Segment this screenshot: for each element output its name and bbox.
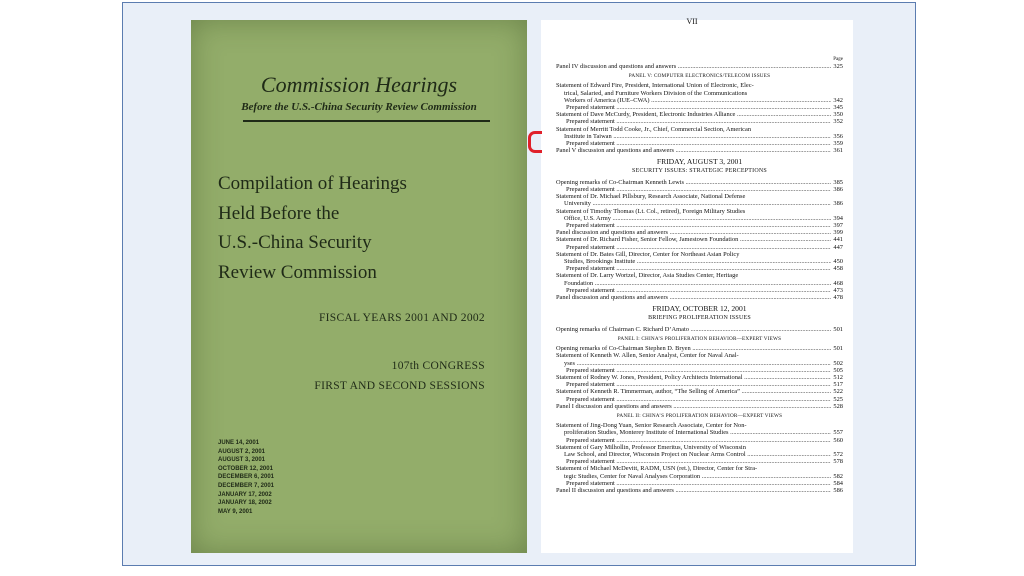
toc-entry: Prepared statement ..... 447 xyxy=(556,244,843,251)
toc-entry: Prepared statement ..... 386 xyxy=(556,186,843,193)
toc-section-heading: BRIEFING PROLIFERATION ISSUES xyxy=(648,314,751,321)
toc-entry: Opening remarks of Chairman C. Richard D’Amato ..... 501 xyxy=(556,326,843,333)
cover-date: AUGUST 3, 2001 xyxy=(218,457,266,464)
toc-entry: Statement of Rodney W. Jones, President, Policy Architects International ..... 512 xyxy=(556,374,843,381)
cover-subtitle: Before the U.S.-China Security Review Commission xyxy=(241,101,477,113)
cover-main-line: Review Commission xyxy=(218,261,377,283)
cover-divider xyxy=(243,120,490,122)
cover-fiscal-years: FISCAL YEARS 2001 AND 2002 xyxy=(318,312,485,324)
toc-entry: Panel V discussion and questions and answers ..... 361 xyxy=(556,147,843,154)
toc-entry: Statement of Timothy Thomas (Lt. Col., retired), Foreign Military Studies xyxy=(556,207,746,215)
cover-date: DECEMBER 6, 2001 xyxy=(218,474,275,481)
toc-entry: tegic Studies, Center for Naval Analyses Corporation ..... 582 xyxy=(556,473,843,480)
toc-entry: Statement of Edward Fire, President, International Union of Electronic, Elec- xyxy=(556,82,754,90)
toc-entry: Prepared statement ..... 359 xyxy=(556,140,843,147)
toc-entry: Prepared statement ..... 397 xyxy=(556,222,843,229)
toc-entry: University ..... 386 xyxy=(556,200,843,207)
cover-hearing-dates xyxy=(218,439,274,516)
toc-entry: proliferation Studies, Monterey Institute of International Studies ..... 557 xyxy=(556,429,843,436)
toc-entry: Panel discussion and questions and answers ..... 399 xyxy=(556,229,843,236)
toc-date-heading: FRIDAY, AUGUST 3, 2001 xyxy=(656,157,743,167)
toc-entry: Law School, and Director, Wisconsin Project on Nuclear Arms Control ..... 572 xyxy=(556,451,843,458)
toc-entry: Opening remarks of Co-Chairman Stephen D. Bryen ..... 501 xyxy=(556,345,843,352)
toc-page-column-header: Page xyxy=(833,57,843,62)
toc-entry: Statement of Dr. Michael Pillsbury, Research Associate, National Defense xyxy=(556,193,746,201)
toc-entry: Prepared statement ..... 517 xyxy=(556,381,843,388)
toc-entries xyxy=(556,51,843,494)
toc-entry: Prepared statement ..... 525 xyxy=(556,396,843,403)
toc-entry: yses ..... 502 xyxy=(556,360,843,367)
toc-entry: Statement of Kenneth R. Timmerman, author, “The Selling of America” ..... 522 xyxy=(556,388,843,395)
cover-date: JANUARY 18, 2002 xyxy=(218,500,272,507)
toc-entry: Office, U.S. Army ..... 394 xyxy=(556,215,843,222)
toc-entry: Panel IV discussion and questions and answers ..... 325 xyxy=(556,63,843,70)
cover-main-line: U.S.-China Security xyxy=(218,232,372,253)
toc-entry: Statement of Jing-Dong Yuan, Senior Research Associate, Center for Non- xyxy=(556,422,747,430)
toc-entry: trical, Salaried, and Furniture Workers Division of the Communications xyxy=(564,89,748,97)
toc-entry: Prepared statement ..... 473 xyxy=(556,287,843,294)
toc-entry: Foundation ..... 468 xyxy=(556,280,843,287)
toc-entry: Prepared statement ..... 578 xyxy=(556,458,843,465)
toc-entry: Panel discussion and questions and answers ..... 478 xyxy=(556,294,843,301)
toc-panel-heading: PANEL I: CHINA’S PROLIFERATION BEHAVIOR—EXPERT VIEWS xyxy=(617,335,782,342)
toc-entry: Statement of Dr. Larry Wortzel, Director, Asia Studies Center, Heritage xyxy=(556,272,739,280)
toc-entry: Prepared statement ..... 584 xyxy=(556,480,843,487)
toc-panel-heading: PANEL II: CHINA’S PROLIFERATION BEHAVIOR—EXPERT VIEWS xyxy=(616,412,783,419)
toc-entry: Statement of Dave McCurdy, President, Electronic Industries Alliance ..... 350 xyxy=(556,111,843,118)
toc-entry: Statement of Kenneth W. Allen, Senior Analyst, Center for Naval Anal- xyxy=(556,352,739,360)
toc-entry-highlighted: Institute in Taiwan ..... 356 xyxy=(556,133,843,140)
book-cover xyxy=(191,20,527,553)
cover-title: Commission Hearings xyxy=(260,72,458,97)
cover-date: JANUARY 17, 2002 xyxy=(218,491,272,498)
toc-entry: Prepared statement ..... 458 xyxy=(556,265,843,272)
toc-entry: Workers of America (IUE–CWA) ..... 342 xyxy=(556,97,843,104)
toc-page xyxy=(541,17,853,553)
toc-entry: Prepared statement ..... 345 xyxy=(556,104,843,111)
cover-date: DECEMBER 7, 2001 xyxy=(218,482,275,489)
toc-entry: Studies, Brookings Institute ..... 450 xyxy=(556,258,843,265)
toc-entry: Prepared statement ..... 560 xyxy=(556,437,843,444)
toc-section-heading: SECURITY ISSUES: STRATEGIC PERCEPTIONS xyxy=(632,167,767,174)
toc-entry: Prepared statement ..... 505 xyxy=(556,367,843,374)
highlight-bracket-mark xyxy=(528,131,542,153)
cover-main-line: Compilation of Hearings xyxy=(218,173,407,194)
toc-entry: Panel II discussion and questions and answers ..... 586 xyxy=(556,487,843,494)
cover-congress-number: 107th CONGRESS xyxy=(391,360,485,372)
toc-page-number: VII xyxy=(686,17,698,26)
toc-entry: Opening remarks of Co-Chairman Kenneth Lewis ..... 385 xyxy=(556,179,843,186)
cover-congress xyxy=(314,356,485,396)
toc-entry: Statement of Dr. Richard Fisher, Senior Fellow, Jamestown Foundation ..... 441 xyxy=(556,236,843,243)
toc-date-heading: FRIDAY, OCTOBER 12, 2001 xyxy=(652,304,747,314)
cover-sessions: FIRST AND SECOND SESSIONS xyxy=(314,380,485,392)
cover-date: JUNE 14, 2001 xyxy=(218,440,260,446)
cover-date: MAY 9, 2001 xyxy=(218,508,253,515)
toc-entry: Statement of Michael McDevitt, RADM, USN (ret.), Director, Center for Stra- xyxy=(556,465,758,473)
cover-date: OCTOBER 12, 2001 xyxy=(218,465,273,472)
toc-entry: Prepared statement ..... 352 xyxy=(556,118,843,125)
cover-main-title xyxy=(218,169,407,287)
toc-entry: Statement of Dr. Bates Gill, Director, Center for Northeast Asian Policy xyxy=(556,250,740,258)
toc-entry: Panel I discussion and questions and answers ..... 528 xyxy=(556,403,843,410)
cover-date: AUGUST 2, 2001 xyxy=(218,448,266,455)
toc-entry-highlighted: Statement of Merritt Todd Cooke, Jr., Chief, Commercial Section, American xyxy=(556,125,752,133)
toc-entry: Statement of Gary Milhollin, Professor Emeritus, University of Wisconsin xyxy=(556,443,746,451)
toc-panel-heading: PANEL V: COMPUTER ELECTRONICS/TELECOM ISSUES xyxy=(628,73,771,80)
cover-main-line: Held Before the xyxy=(218,202,340,224)
